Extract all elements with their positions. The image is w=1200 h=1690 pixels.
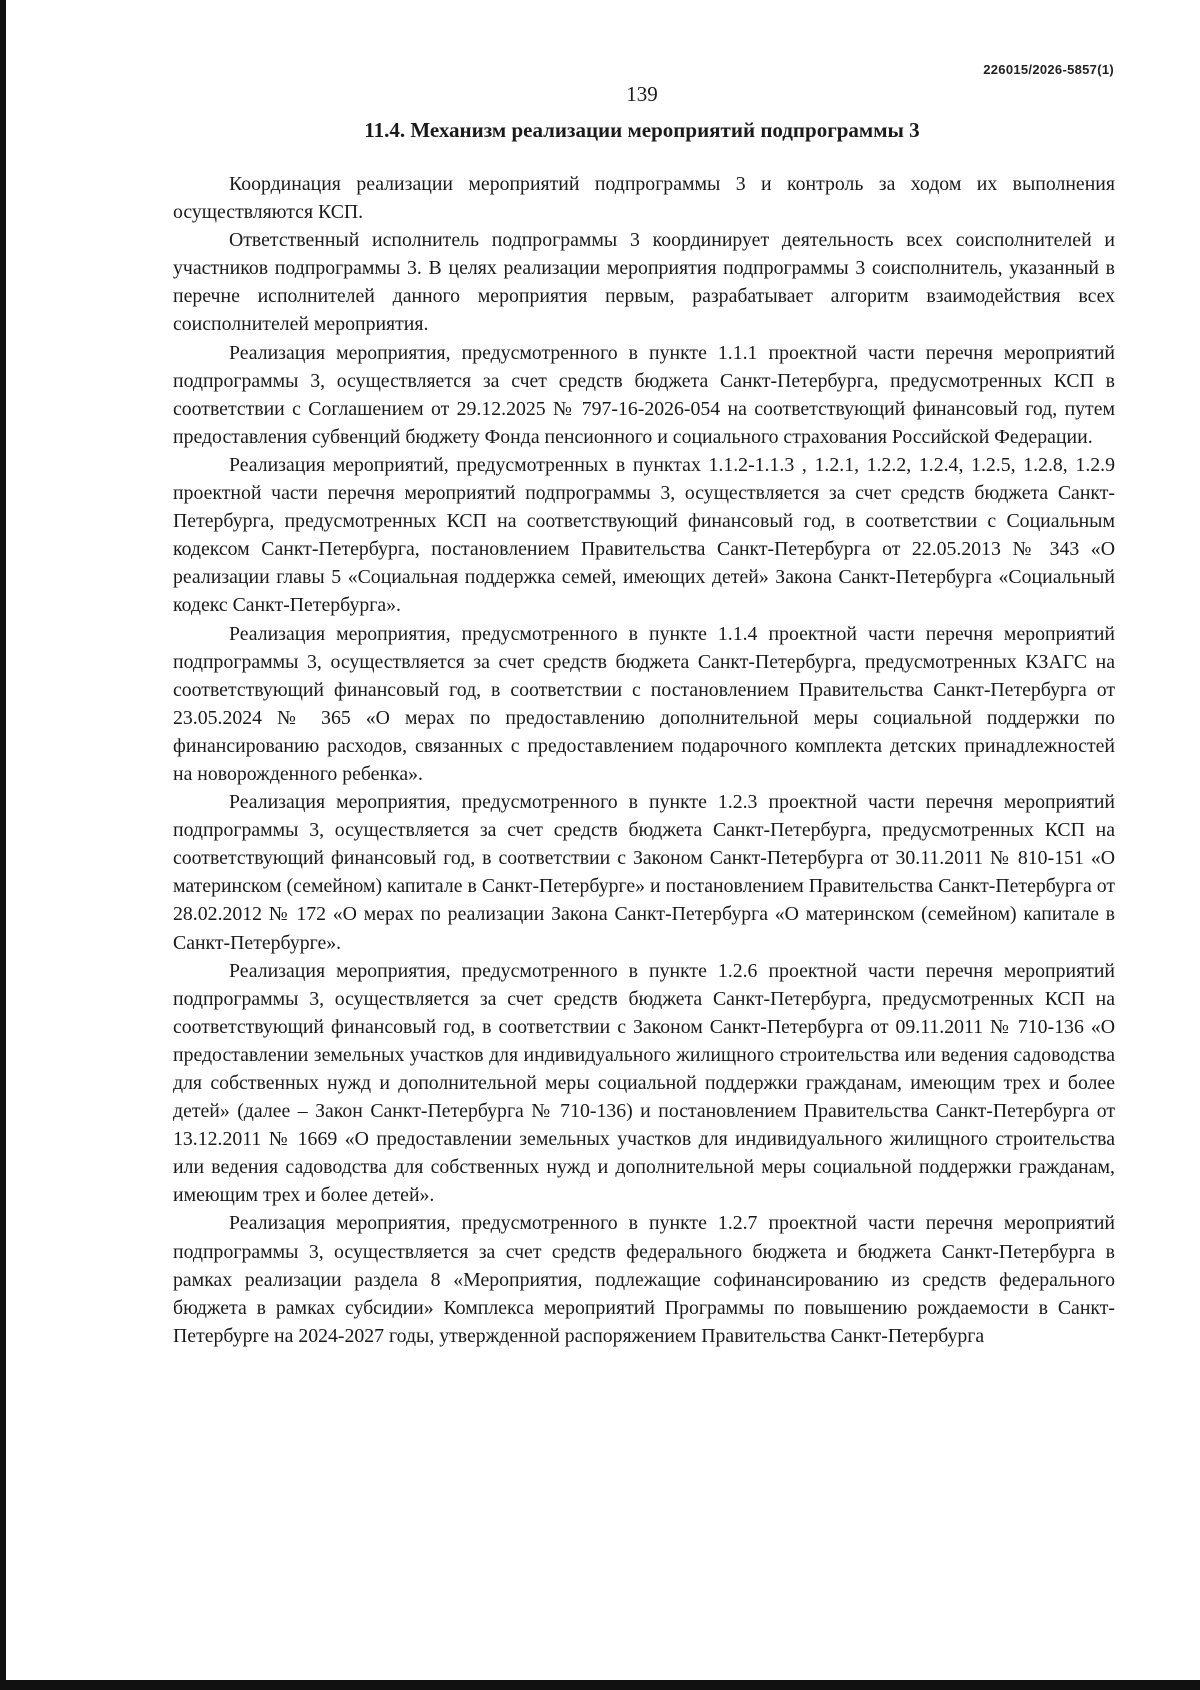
- paragraph-item-1-2-6: Реализация мероприятия, предусмотренного в пункте 1.2.6 проектной части перечня мероприятий подпрограммы 3, осуществляется за счет средств бюджета Санкт-Петербурга, предусмотренных КСП на соответствующий финансовый год, в соответствии с Законом Санкт-Петербурга от 09.11.2011 № 710-136 «О предоставлении земельных участков для индивидуального жилищного строительства или ведения садоводства для собственных нужд и дополнительной меры социальной поддержки гражданам, имеющим трех и более детей» (далее – Закон Санкт-Петербурга № 710-136) и постановлением Правительства Санкт-Петербурга от 13.12.2011 № 1669 «О предоставлении земельных участков для индивидуального жилищного строительства или ведения садоводства для собственных нужд и дополнительной меры социальной поддержки гражданам, имеющим трех и более детей».: [173, 959, 1115, 1207]
- document-body: [173, 170, 1115, 1350]
- paragraph-responsible-executor: Ответственный исполнитель подпрограммы 3 координирует деятельность всех соисполнителей и участников подпрограммы 3. В целях реализации мероприятия подпрограммы 3 соисполнитель, указанный в перечне исполнителей данного мероприятия первым, разрабатывает алгоритм взаимодействия всех соисполнителей мероприятия.: [173, 229, 1115, 336]
- paragraph-item-1-1-1: Реализация мероприятия, предусмотренного в пункте 1.1.1 проектной части перечня мероприятий подпрограммы 3, осуществляется за счет средств бюджета Санкт-Петербурга, предусмотренных КСП в соответствии с Соглашением от 29.12.2025 № 797-16-2026-054 на соответствующий финансовый год, путем предоставления субвенций бюджету Фонда пенсионного и социального страхования Российской Федерации.: [173, 341, 1115, 448]
- paragraph-item-1-1-4: Реализация мероприятия, предусмотренного в пункте 1.1.4 проектной части перечня мероприятий подпрограммы 3, осуществляется за счет средств бюджета Санкт-Петербурга, предусмотренных КЗАГС на соответствующий финансовый год, в соответствии с постановлением Правительства Санкт-Петербурга от 23.05.2024 № 365 «О мерах по предоставлению дополнительной меры социальной поддержки по финансированию расходов, связанных с предоставлением подарочного комплекта детских принадлежностей на новорожденного ребенка».: [173, 622, 1115, 785]
- document-registration-number: 226015/2026-5857(1): [983, 62, 1114, 77]
- paragraph-item-1-2-7: Реализация мероприятия, предусмотренного в пункте 1.2.7 проектной части перечня мероприятий подпрограммы 3, осуществляется за счет средств федерального бюджета и бюджета Санкт-Петербурга в рамках реализации раздела 8 «Мероприятия, подлежащие софинансированию из средств федерального бюджета в рамках субсидии» Комплекса мероприятий Программы по повышению рождаемости в Санкт-Петербурге на 2024-2027 годы, утвержденной распоряжением Правительства Санкт-Петербурга: [173, 1212, 1115, 1347]
- section-title: 11.4. Механизм реализации мероприятий подпрограммы 3: [364, 118, 920, 142]
- paragraph-coordination: Координация реализации мероприятий подпрограммы 3 и контроль за ходом их выполнения осуществляются КСП.: [173, 173, 1115, 224]
- scan-border-bottom: [0, 1680, 1200, 1690]
- paragraph-items-1-1-2-to-1-2-9: Реализация мероприятий, предусмотренных в пунктах 1.1.2-1.1.3 , 1.2.1, 1.2.2, 1.2.4, 1.2.5, 1.2.8, 1.2.9 проектной части перечня мероприятий подпрограммы 3, осуществляется за счет средств бюджета Санкт-Петербурга, предусмотренных КСП на соответствующий финансовый год, в соответствии с Социальным кодексом Санкт-Петербурга, постановлением Правительства Санкт-Петербурга от 22.05.2013 № 343 «О реализации главы 5 «Социальная поддержка семей, имеющих детей» Закона Санкт-Петербурга «Социальный кодекс Санкт-Петербурга».: [173, 453, 1115, 617]
- scan-border-left: [0, 0, 6, 1690]
- page-number: 139: [626, 82, 658, 106]
- paragraph-item-1-2-3: Реализация мероприятия, предусмотренного в пункте 1.2.3 проектной части перечня мероприятий подпрограммы 3, осуществляется за счет средств бюджета Санкт-Петербурга, предусмотренных КСП на соответствующий финансовый год, в соответствии с Законом Санкт-Петербурга от 30.11.2011 № 810-151 «О материнском (семейном) капитале в Санкт-Петербурге» и постановлением Правительства Санкт-Петербурга от 28.02.2012 № 172 «О мерах по реализации Закона Санкт-Петербурга «О материнском (семейном) капитале в Санкт-Петербурге».: [173, 791, 1115, 954]
